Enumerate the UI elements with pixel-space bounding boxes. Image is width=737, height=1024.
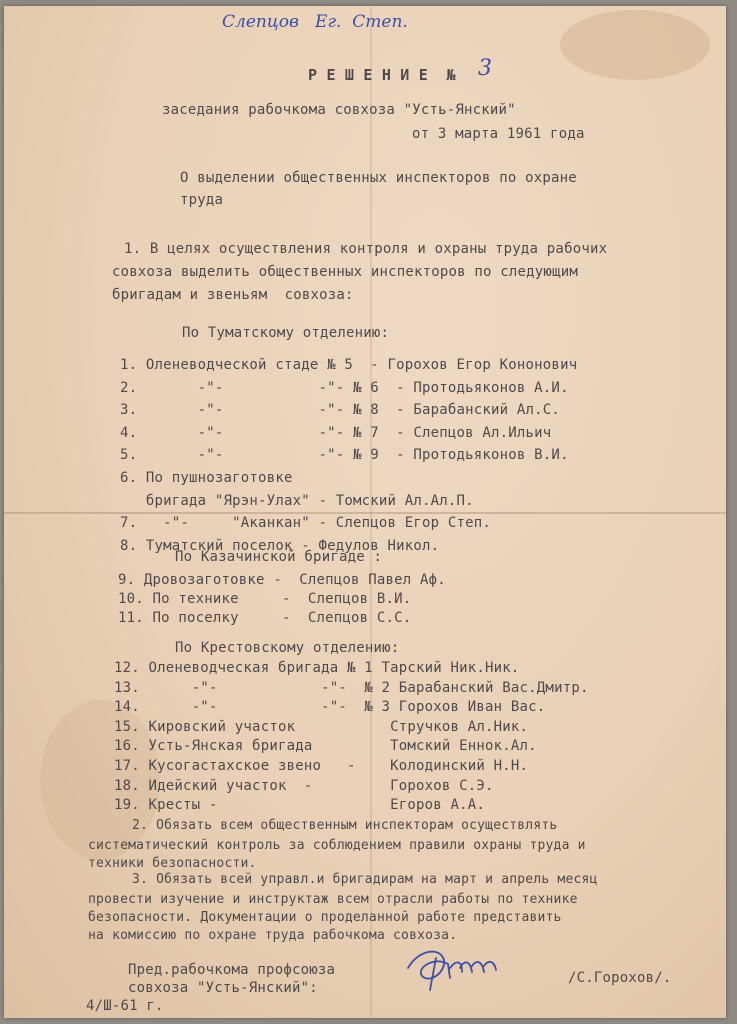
list-item: 3. -"- -"- № 8 - Барабанский Ал.С.: [120, 402, 561, 419]
list-item: 8. Туматский поселок - Федулов Никол.: [120, 537, 440, 554]
paragraph-1-line: бригадам и звеньям совхоза:: [112, 287, 354, 303]
document-title: Р Е Ш Е Н И Е №: [308, 66, 456, 84]
list-item: 6. По пушнозаготовке: [120, 470, 293, 486]
signatory-name: /С.Горохов/.: [568, 970, 672, 986]
list-item: 12. Оленеводческая бригада № 1 Тарский Ник.Ник.: [114, 660, 520, 676]
fold-crease-vertical: [370, 6, 372, 1018]
subject-line: труда: [180, 192, 224, 208]
paragraph-2-line: систематический контроль за соблюдением правили охраны труда и: [88, 838, 586, 853]
list-item: 15. Кировский участок Стручков Ал.Ник.: [114, 718, 529, 735]
list-item: 1. Оленеводческой стаде № 5 - Горохов Егор Кононович: [120, 357, 578, 373]
list-item: 9. Дровозаготовке - Слепцов Павел Аф.: [118, 572, 446, 588]
signatory-organization: совхоза "Усть-Янский":: [128, 980, 318, 996]
paragraph-3-line: безопасности. Документации о проделанной работе представить: [88, 910, 562, 925]
list-item: 5. -"- -"- № 9 - Протодьяконов В.И.: [120, 447, 569, 464]
paragraph-1-line: 1. В целях осуществления контроля и охраны труда рабочих: [124, 241, 608, 257]
subtitle-line: заседания рабочкома совхоза "Усть-Янский": [162, 102, 516, 118]
list-item: бригада "Ярэн-Улах" - Томский Ал.Ал.П.: [120, 492, 474, 509]
list-item: 13. -"- -"- № 2 Барабанский Вас.Дмитр.: [114, 679, 589, 696]
paragraph-3-line: 3. Обязать всей управл.и бригадирам на март и апрель месяц: [132, 872, 598, 887]
section-header-krestov: По Крестовскому отделению:: [175, 640, 400, 656]
list-item: 14. -"- -"- № 3 Горохов Иван Вас.: [114, 699, 546, 716]
paragraph-3-line: на комиссию по охране труда рабочкома совхоза.: [88, 928, 458, 943]
list-item: 19. Кресты - Егоров А.А.: [114, 797, 486, 814]
subject-line: О выделении общественных инспекторов по охране: [180, 170, 577, 186]
footer-date: 4/Ш-61 г.: [86, 998, 164, 1014]
paragraph-2-line: 2. Обязать всем общественным инспекторам осуществлять: [132, 818, 558, 833]
list-item: 7. -"- "Аканкан" - Слепцов Егор Степ.: [120, 515, 492, 532]
signatory-title: Пред.рабочкома профсоюза: [128, 962, 336, 978]
list-item: 18. Идейский участок - Горохов С.Э.: [114, 777, 494, 794]
section-header-tumat: По Туматскому отделению:: [182, 325, 390, 341]
decision-number-handwritten: 3: [478, 56, 492, 81]
list-item: 2. -"- -"- № 6 - Протодьяконов А.И.: [120, 379, 569, 396]
stain: [560, 10, 710, 80]
fold-crease-horizontal: [4, 512, 726, 514]
paragraph-3-line: провести изучение и инструктаж всем отрасли работы по технике: [88, 892, 578, 907]
subtitle-date: от 3 марта 1961 года: [412, 126, 585, 142]
list-item: 4. -"- -"- № 7 - Слепцов Ал.Ильич: [120, 424, 552, 441]
handwritten-signature: [400, 938, 500, 994]
list-item: 10. По технике - Слепцов В.И.: [118, 591, 412, 607]
section-header-kazachinsk: По Казачинской бригаде :: [175, 549, 383, 565]
list-item: 11. По поселку - Слепцов С.С.: [118, 610, 412, 626]
list-item: 17. Кусогастахское звено - Колодинский Н.Н.: [114, 758, 529, 774]
paragraph-1-line: совхоза выделить общественных инспекторов по следующим: [112, 264, 578, 280]
list-item: 16. Усть-Янская бригада Томский Еннок.Ал.: [114, 738, 537, 755]
paragraph-2-line: техники безопасности.: [88, 856, 257, 871]
archive-handwritten-note: Слепцов Ег. Степ.: [222, 12, 408, 32]
